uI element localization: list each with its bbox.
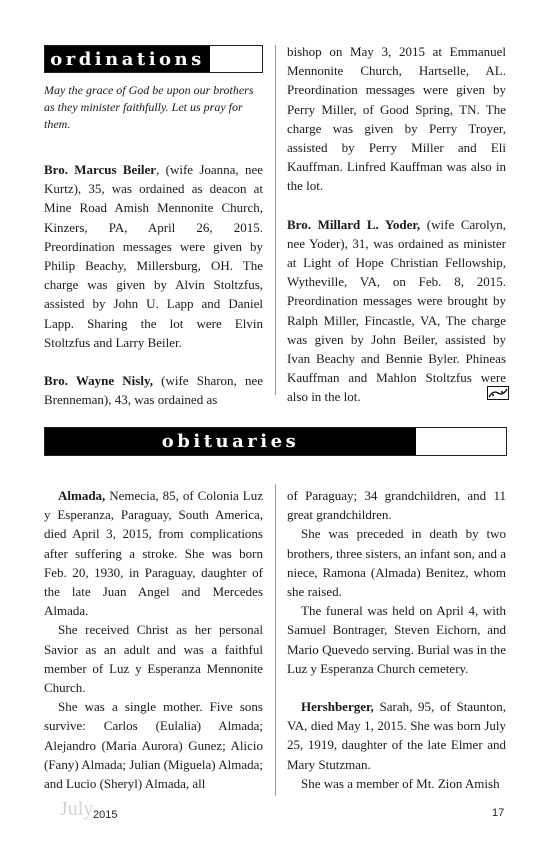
ordinee-name: Bro. Marcus Beiler [44, 162, 157, 177]
ordinations-left-column [44, 82, 263, 409]
deceased-name: Almada, [58, 488, 106, 503]
ordination-entry [287, 215, 506, 407]
obituary-paragraph: Almada, Nemecia, 85, of Colonia Luz y Esperanza, Paraguay, South America, died April 3, 2015, from complications after suffering a stroke. She was born Feb. 20, 1930, in Paraguay, daughter of the late Juan Angel and Mercedes Almada. [44, 488, 263, 619]
obituaries-left-column [44, 486, 263, 793]
obituaries-heading: obituaries [45, 428, 416, 455]
footer-month: July [60, 798, 94, 820]
column-divider [275, 484, 276, 796]
obituary-paragraph: Hershberger, Sarah, 95, of Staunton, VA, died May 1, 2015. She was born July 25, 1919, daughter of the late Elmer and Mary Stutzman. [287, 699, 506, 772]
ordinations-heading: ordinations [45, 46, 210, 72]
obituary-paragraph: The funeral was held on April 4, with Samuel Bontrager, Steven Eichorn, and Mario Quevedo serving. Burial was in the Luz y Esperanza Church cemetery. [287, 603, 506, 676]
obituary-paragraph: of Paraguay; 34 grandchildren, and 11 great grandchildren. [287, 488, 506, 523]
ordination-continuation: bishop on May 3, 2015 at Emmanuel Mennonite Church, Hartselle, AL. Preordination messages were given by Perry Miller, of Good Spring, TN. The charge was given by Perry Troyer, assisted by Perry Miller and Eli Kauffman. Linfred Kauffman was also in the lot. [287, 44, 506, 194]
ordinations-right-column [287, 42, 506, 407]
obituary-paragraph: She was a member of Mt. Zion Amish [301, 775, 500, 791]
obituary-paragraph: She received Christ as her personal Savior as an adult and was a faithful member of Luz y Esperanza Mennonite Church. [44, 622, 263, 696]
ordination-text: (wife Carolyn, nee Yoder), 31, was ordained as minister at Light of Hope Christian Fellowship, Wytheville, VA, on Feb. 8, 2015. Preordination messages were brought by Ralph Miller, Fincastle, VA, The charge was given by John Beiler, assisted by Ivan Beachy and Bennie Byler. Phineas Kauffman and Mahlon Stoltzfus were also in the lot. [287, 216, 506, 405]
ordination-text: , (wife Joanna, nee Kurtz), 35, was ordained as deacon at Mine Road Amish Mennonite Church, Kinzers, PA, April 26, 2015. Preordination messages were given by Philip Beachy, Millersburg, OH. The charge was given by Alvin Stoltzfus, assisted by John U. Lapp and Daniel Lapp. Sharing the lot were Elvin Stoltzfus and Larry Beiler. [44, 162, 263, 350]
ordination-entry [44, 371, 263, 409]
ordinee-name: Bro. Millard L. Yoder, [287, 216, 421, 232]
obituary-paragraph: She was a single mother. Five sons survive: Carlos (Eulalia) Almada; Alejandro (Maria Aurora) Gunez; Alicio (Fany) Almada; Julian (Miguela) Almada; and Lucio (Sheryl) Almada, all [44, 699, 263, 792]
deceased-name: Hershberger, [301, 699, 374, 715]
ordination-entry [44, 160, 263, 352]
obituaries-right-column [287, 486, 506, 793]
ordinations-intro: May the grace of God be upon our brothers as they minister faithfully. Let us pray for them. [44, 83, 254, 131]
ordinee-name: Bro. Wayne Nisly, [44, 373, 153, 389]
obituary-paragraph: She was preceded in death by two brothers, three sisters, an infant son, and a niece, Ramona (Almada) Benitez, whom she raised. [287, 526, 506, 600]
end-ornament-icon [487, 386, 509, 400]
column-divider [275, 45, 276, 395]
obituaries-banner [44, 427, 507, 456]
ordination-text: (wife Sharon, nee Brenneman), 43, was ordained as [44, 373, 263, 408]
page-number: 17 [492, 807, 505, 819]
footer-year: 2015 [93, 809, 118, 821]
ordinations-banner [44, 45, 263, 73]
